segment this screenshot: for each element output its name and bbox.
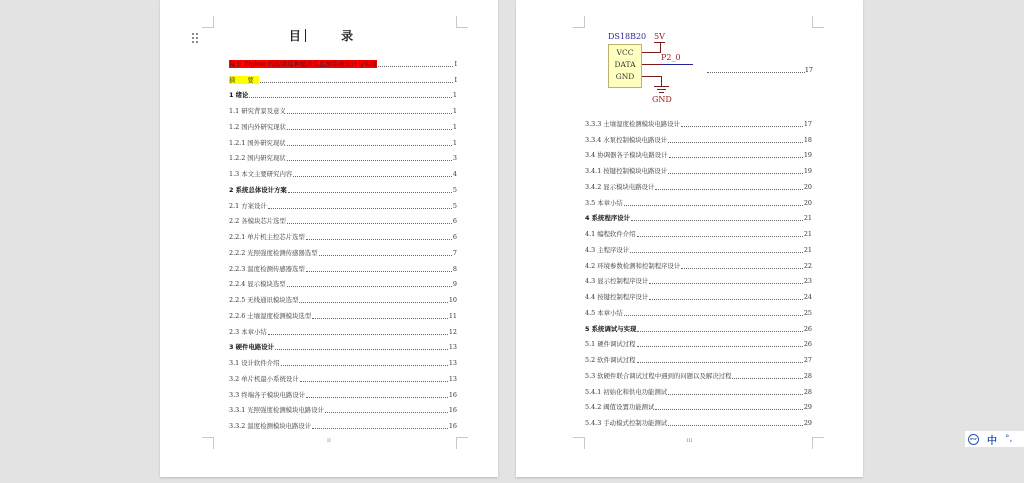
leader-dots	[287, 160, 452, 161]
chip-body	[608, 44, 642, 88]
toc-entry-label: 3.4 协调器各子模块电路设计	[585, 151, 668, 160]
leader-dots	[287, 113, 452, 114]
pin-gnd: GND	[615, 72, 635, 81]
leader-dots	[637, 236, 803, 237]
toc-entry-label: 5.3 软硬件联合调试过程中遇到的问题以及解决过程	[585, 371, 732, 380]
signal-label: P2_0	[661, 53, 681, 62]
toc-entry-label: 4.3 显示控制程序设计	[585, 277, 649, 286]
toc-entry-label: 5.4.2 阈值设置功能测试	[585, 403, 655, 412]
toc-entry-page: 23	[803, 277, 812, 286]
leader-dots	[275, 349, 448, 350]
toc-entry-label: 3.5 本章小结	[585, 198, 623, 207]
leader-dots	[624, 205, 803, 206]
punctuation-mode-icon[interactable]: °,	[1005, 434, 1013, 444]
toc-entry-label: 3 硬件电路设计	[229, 343, 275, 352]
margin-corner-top-left	[573, 16, 585, 28]
leader-dots	[668, 425, 803, 426]
toc-entry[interactable]	[585, 207, 812, 223]
toc-entry-page: 1	[452, 107, 457, 115]
toc-entry[interactable]	[585, 333, 812, 349]
toc-entry-label: 基于 Zigbee 的的黄瓜种植黄瓜监测系统设计与实现	[229, 59, 377, 68]
toc-entry-label: 2.2.5 无线通讯模块选型	[229, 296, 299, 304]
toc-entry[interactable]	[585, 112, 812, 128]
toc-entry-page: 20	[803, 182, 812, 191]
toc-entry-page: 1	[452, 91, 457, 100]
toc-entry[interactable]	[229, 288, 457, 304]
toc-entry[interactable]	[229, 210, 457, 226]
toc-entry-page: 7	[452, 248, 457, 257]
ifly-logo-icon[interactable]: iFLY	[968, 434, 979, 445]
leader-dots	[637, 362, 803, 363]
leader-dots	[681, 268, 803, 269]
toc-entry-label: 3.3.2 温度检测模块电路设计	[229, 422, 312, 430]
pin-data: DATA	[614, 60, 636, 69]
toc-entry[interactable]	[229, 131, 457, 147]
toc-entry-label: 4.4 按键控制程序设计	[585, 293, 649, 301]
leader-dots	[281, 365, 448, 366]
gnd-drop	[661, 76, 662, 86]
toc-entry-label: 3.3.1 光照强度检测模块电路设计	[229, 406, 324, 415]
power-label: 5V	[654, 32, 665, 41]
toc-entry-page: 6	[452, 233, 457, 241]
toc-entry-label: 3.1 设计软件介绍	[229, 359, 280, 367]
pin-vcc: VCC	[616, 48, 634, 57]
toc-entry-page: 26	[803, 324, 812, 333]
toc-entry-page: 27	[803, 356, 812, 364]
toc-entry[interactable]	[585, 270, 812, 286]
leader-dots	[312, 428, 448, 429]
toc-entry[interactable]	[585, 144, 812, 160]
toc-entry-label: 5.4.3 手动模式控制功能测试	[585, 419, 668, 427]
toc-entry[interactable]	[585, 364, 812, 380]
toc-entry-label: 1.2.2 国内研究现状	[229, 154, 286, 163]
leader-dots	[306, 397, 448, 398]
toc-entry-page: 26	[803, 340, 812, 349]
leader-dots	[287, 286, 452, 287]
page-number: II	[327, 438, 331, 444]
table-of-contents	[229, 52, 457, 430]
toc-entry-label: 2.3 本章小结	[229, 327, 267, 336]
toc-entry-label: 3.3 终端各子模块电路设计	[229, 390, 306, 399]
toc-entry-page: 21	[803, 214, 812, 223]
leader-dots	[681, 126, 803, 127]
margin-corner-top-right	[812, 16, 824, 28]
leader-dots	[630, 252, 803, 253]
toc-entry-label: 摘 要	[229, 75, 259, 84]
toc-entry-page: 28	[803, 371, 812, 380]
toc-entry[interactable]	[585, 380, 812, 396]
toc-entry[interactable]	[585, 175, 812, 191]
page-ref: 17	[804, 66, 813, 74]
ground-symbol-bar-2	[657, 89, 666, 90]
toc-entry-page: 29	[803, 419, 812, 427]
toc-entry-label: 5.4.1 初始化和供电功能测试	[585, 387, 668, 396]
toc-entry-label: 3.4.1 按键控制模块电路设计	[585, 167, 668, 175]
toc-entry[interactable]	[229, 399, 457, 415]
leader-dots	[306, 239, 452, 240]
toc-entry[interactable]	[585, 396, 812, 412]
power-wire	[660, 42, 661, 52]
toc-entry[interactable]	[229, 162, 457, 178]
toc-entry-page: 21	[803, 245, 812, 254]
vcc-wire	[642, 52, 661, 53]
leader-dots	[649, 283, 803, 284]
toc-entry-page: 16	[448, 422, 457, 430]
toc-entry-page: 5	[452, 185, 457, 194]
toc-entry-label: 4.5 本章小结	[585, 308, 623, 317]
toc-entry[interactable]	[229, 304, 457, 320]
toc-entry[interactable]	[585, 254, 812, 270]
leader-dots	[637, 346, 803, 347]
ground-symbol-bar-3	[659, 92, 664, 93]
toc-entry-page: 13	[448, 343, 457, 352]
toc-entry[interactable]	[585, 238, 812, 254]
toc-entry[interactable]	[229, 273, 457, 289]
toc-entry-label: 2.2.1 单片机主控芯片选型	[229, 233, 305, 241]
toc-entry-label: 3.2 单片机最小系统设计	[229, 374, 299, 383]
toc-entry-page: 28	[803, 387, 812, 396]
toc-entry[interactable]	[229, 52, 457, 68]
ime-toolbar[interactable]	[965, 431, 1024, 447]
ground-symbol-bar-1	[654, 86, 669, 87]
toc-entry-label: 4.2 环境参数检测和控制程序设计	[585, 261, 681, 270]
toc-entry-page: 16	[448, 390, 457, 399]
toc-entry[interactable]	[229, 147, 457, 163]
leader-dots	[268, 208, 452, 209]
leader-dots	[668, 173, 803, 174]
toc-entry-page: 18	[803, 135, 812, 144]
toc-entry[interactable]	[229, 178, 457, 194]
toc-entry[interactable]	[229, 99, 457, 115]
leader-dots	[293, 176, 452, 177]
toc-entry-label: 3.3.4 水泵控制模块电路设计	[585, 135, 668, 144]
toc-entry[interactable]	[585, 222, 812, 238]
leader-dots	[732, 378, 802, 379]
toc-entry-page: 21	[803, 230, 812, 238]
toc-entry-page: I	[454, 59, 457, 68]
toc-entry[interactable]	[229, 68, 457, 84]
toc-entry-page: 1	[452, 138, 457, 147]
toc-title: 目 录	[288, 29, 372, 43]
toc-entry[interactable]	[585, 317, 812, 333]
toc-entry-page: 6	[452, 217, 457, 226]
toc-entry-label: 5.1 硬件调试过程	[585, 340, 636, 349]
toc-entry[interactable]	[585, 348, 812, 364]
toc-entry[interactable]	[585, 159, 812, 175]
toc-entry-label: 4 系统程序设计	[585, 214, 631, 223]
document-page-3[interactable]	[516, 0, 863, 477]
toc-entry-page: 13	[448, 374, 457, 383]
leader-dots	[288, 192, 452, 193]
toc-entry-page: 17	[803, 119, 812, 128]
document-page-2[interactable]	[160, 0, 498, 477]
toc-entry-page: 24	[803, 293, 812, 301]
leader-dots	[287, 129, 452, 130]
toc-entry-page: 10	[448, 296, 457, 304]
toc-entry-label: 1.2 国内外研究现状	[229, 122, 286, 131]
toc-entry-label: 5.2 软件调试过程	[585, 356, 636, 364]
leader-dots	[300, 381, 448, 382]
toc-entry[interactable]	[585, 301, 812, 317]
leader-dots	[325, 412, 448, 413]
toc-entry-label: 2.2.4 显示模块选型	[229, 280, 286, 289]
toc-entry-label: 2.2.3 温度检测传感器选型	[229, 264, 305, 273]
signal-net	[662, 64, 693, 65]
toc-entry[interactable]	[229, 115, 457, 131]
toc-entry[interactable]	[585, 285, 812, 301]
toc-entry[interactable]	[229, 320, 457, 336]
toc-entry-label: 2.2 各模块芯片选型	[229, 217, 286, 226]
toc-entry-label: 2 系统总体设计方案	[229, 185, 287, 194]
toc-entry-label: 1.2.1 国外研究现状	[229, 138, 286, 147]
leader-dots	[669, 157, 803, 158]
leader-dots	[268, 334, 448, 335]
toc-entry-page: 20	[803, 198, 812, 207]
toc-entry-page: 8	[452, 264, 457, 273]
leader-dots	[319, 255, 452, 256]
leader-dots	[312, 318, 448, 319]
toc-entry-page: 19	[803, 151, 812, 160]
toc-entry-label: 4.3 主程序设计	[585, 245, 630, 254]
toc-entry-label: 2.2.2 光照强度检测传感器选型	[229, 248, 318, 257]
toc-entry-page: I	[454, 75, 457, 84]
toc-entry[interactable]	[229, 367, 457, 383]
toc-entry-page: 13	[448, 359, 457, 367]
leader-dots	[637, 331, 802, 332]
toc-entry[interactable]	[229, 225, 457, 241]
leader-dots	[655, 189, 802, 190]
data-wire	[642, 64, 662, 65]
toc-entry[interactable]	[229, 84, 457, 100]
toc-entry[interactable]	[229, 194, 457, 210]
toc-entry-label: 2.2.6 土壤湿度检测模块选型	[229, 311, 312, 320]
toc-entry-label: 3.3.3 土壤湿度检测模块电路设计	[585, 119, 680, 128]
toc-entry[interactable]	[585, 128, 812, 144]
toc-entry[interactable]	[585, 411, 812, 427]
toc-entry[interactable]	[229, 383, 457, 399]
leader-dots	[287, 145, 452, 146]
toc-entry[interactable]	[229, 241, 457, 257]
toc-entry-label: 1.3 本文主要研究内容	[229, 170, 293, 178]
toc-entry-label: 1 绪论	[229, 91, 249, 100]
toc-entry-page: 16	[448, 406, 457, 415]
toc-entry-page: 5	[452, 201, 457, 210]
leader-dots	[668, 394, 803, 395]
toc-entry[interactable]	[229, 351, 457, 367]
ds18b20-circuit-diagram[interactable]	[604, 32, 714, 108]
ground-label: GND	[652, 95, 672, 104]
page-number: III	[686, 438, 693, 444]
toc-row-circuit-entry[interactable]	[707, 64, 813, 74]
toc-entry-page: 3	[452, 154, 457, 163]
leader-dots	[624, 315, 803, 316]
leader-dots	[306, 271, 452, 272]
leader-dots	[631, 220, 803, 221]
toc-entry-page: 4	[452, 170, 457, 178]
toc-entry-page: 12	[448, 327, 457, 336]
leader-dots	[287, 223, 452, 224]
toc-entry-page: 19	[803, 167, 812, 175]
leader-dots	[668, 142, 803, 143]
toc-entry[interactable]	[229, 414, 457, 430]
leader-dots	[707, 72, 805, 73]
toc-entry-label: 2.1 方案设计	[229, 201, 267, 210]
toc-entry[interactable]	[229, 336, 457, 352]
toc-entry-label: 3.4.2 显示模块电路设计	[585, 182, 655, 191]
toc-entry[interactable]	[585, 191, 812, 207]
toc-entry-page: 25	[803, 308, 812, 317]
leader-dots	[649, 299, 803, 300]
chip-name: DS18B20	[608, 32, 647, 41]
toc-entry-page: 11	[448, 311, 457, 320]
toc-entry-label: 5 系统调试与实现	[585, 324, 637, 333]
toc-entry-label: 4.1 编程软件介绍	[585, 230, 636, 238]
toc-entry[interactable]	[229, 257, 457, 273]
leader-dots	[299, 302, 447, 303]
leader-dots	[378, 66, 454, 67]
leader-dots	[249, 97, 451, 98]
toc-entry-page: 22	[803, 261, 812, 270]
table-of-contents	[585, 112, 812, 427]
leader-dots	[260, 82, 454, 83]
toc-entry-page: 1	[452, 122, 457, 131]
input-language-toggle[interactable]: 中	[987, 435, 997, 447]
gnd-wire	[642, 76, 662, 77]
toc-entry-label: 1.1 研究背景及意义	[229, 107, 286, 115]
leader-dots	[655, 409, 802, 410]
toc-entry-page: 9	[452, 280, 457, 289]
toc-entry-page: 29	[803, 403, 812, 412]
